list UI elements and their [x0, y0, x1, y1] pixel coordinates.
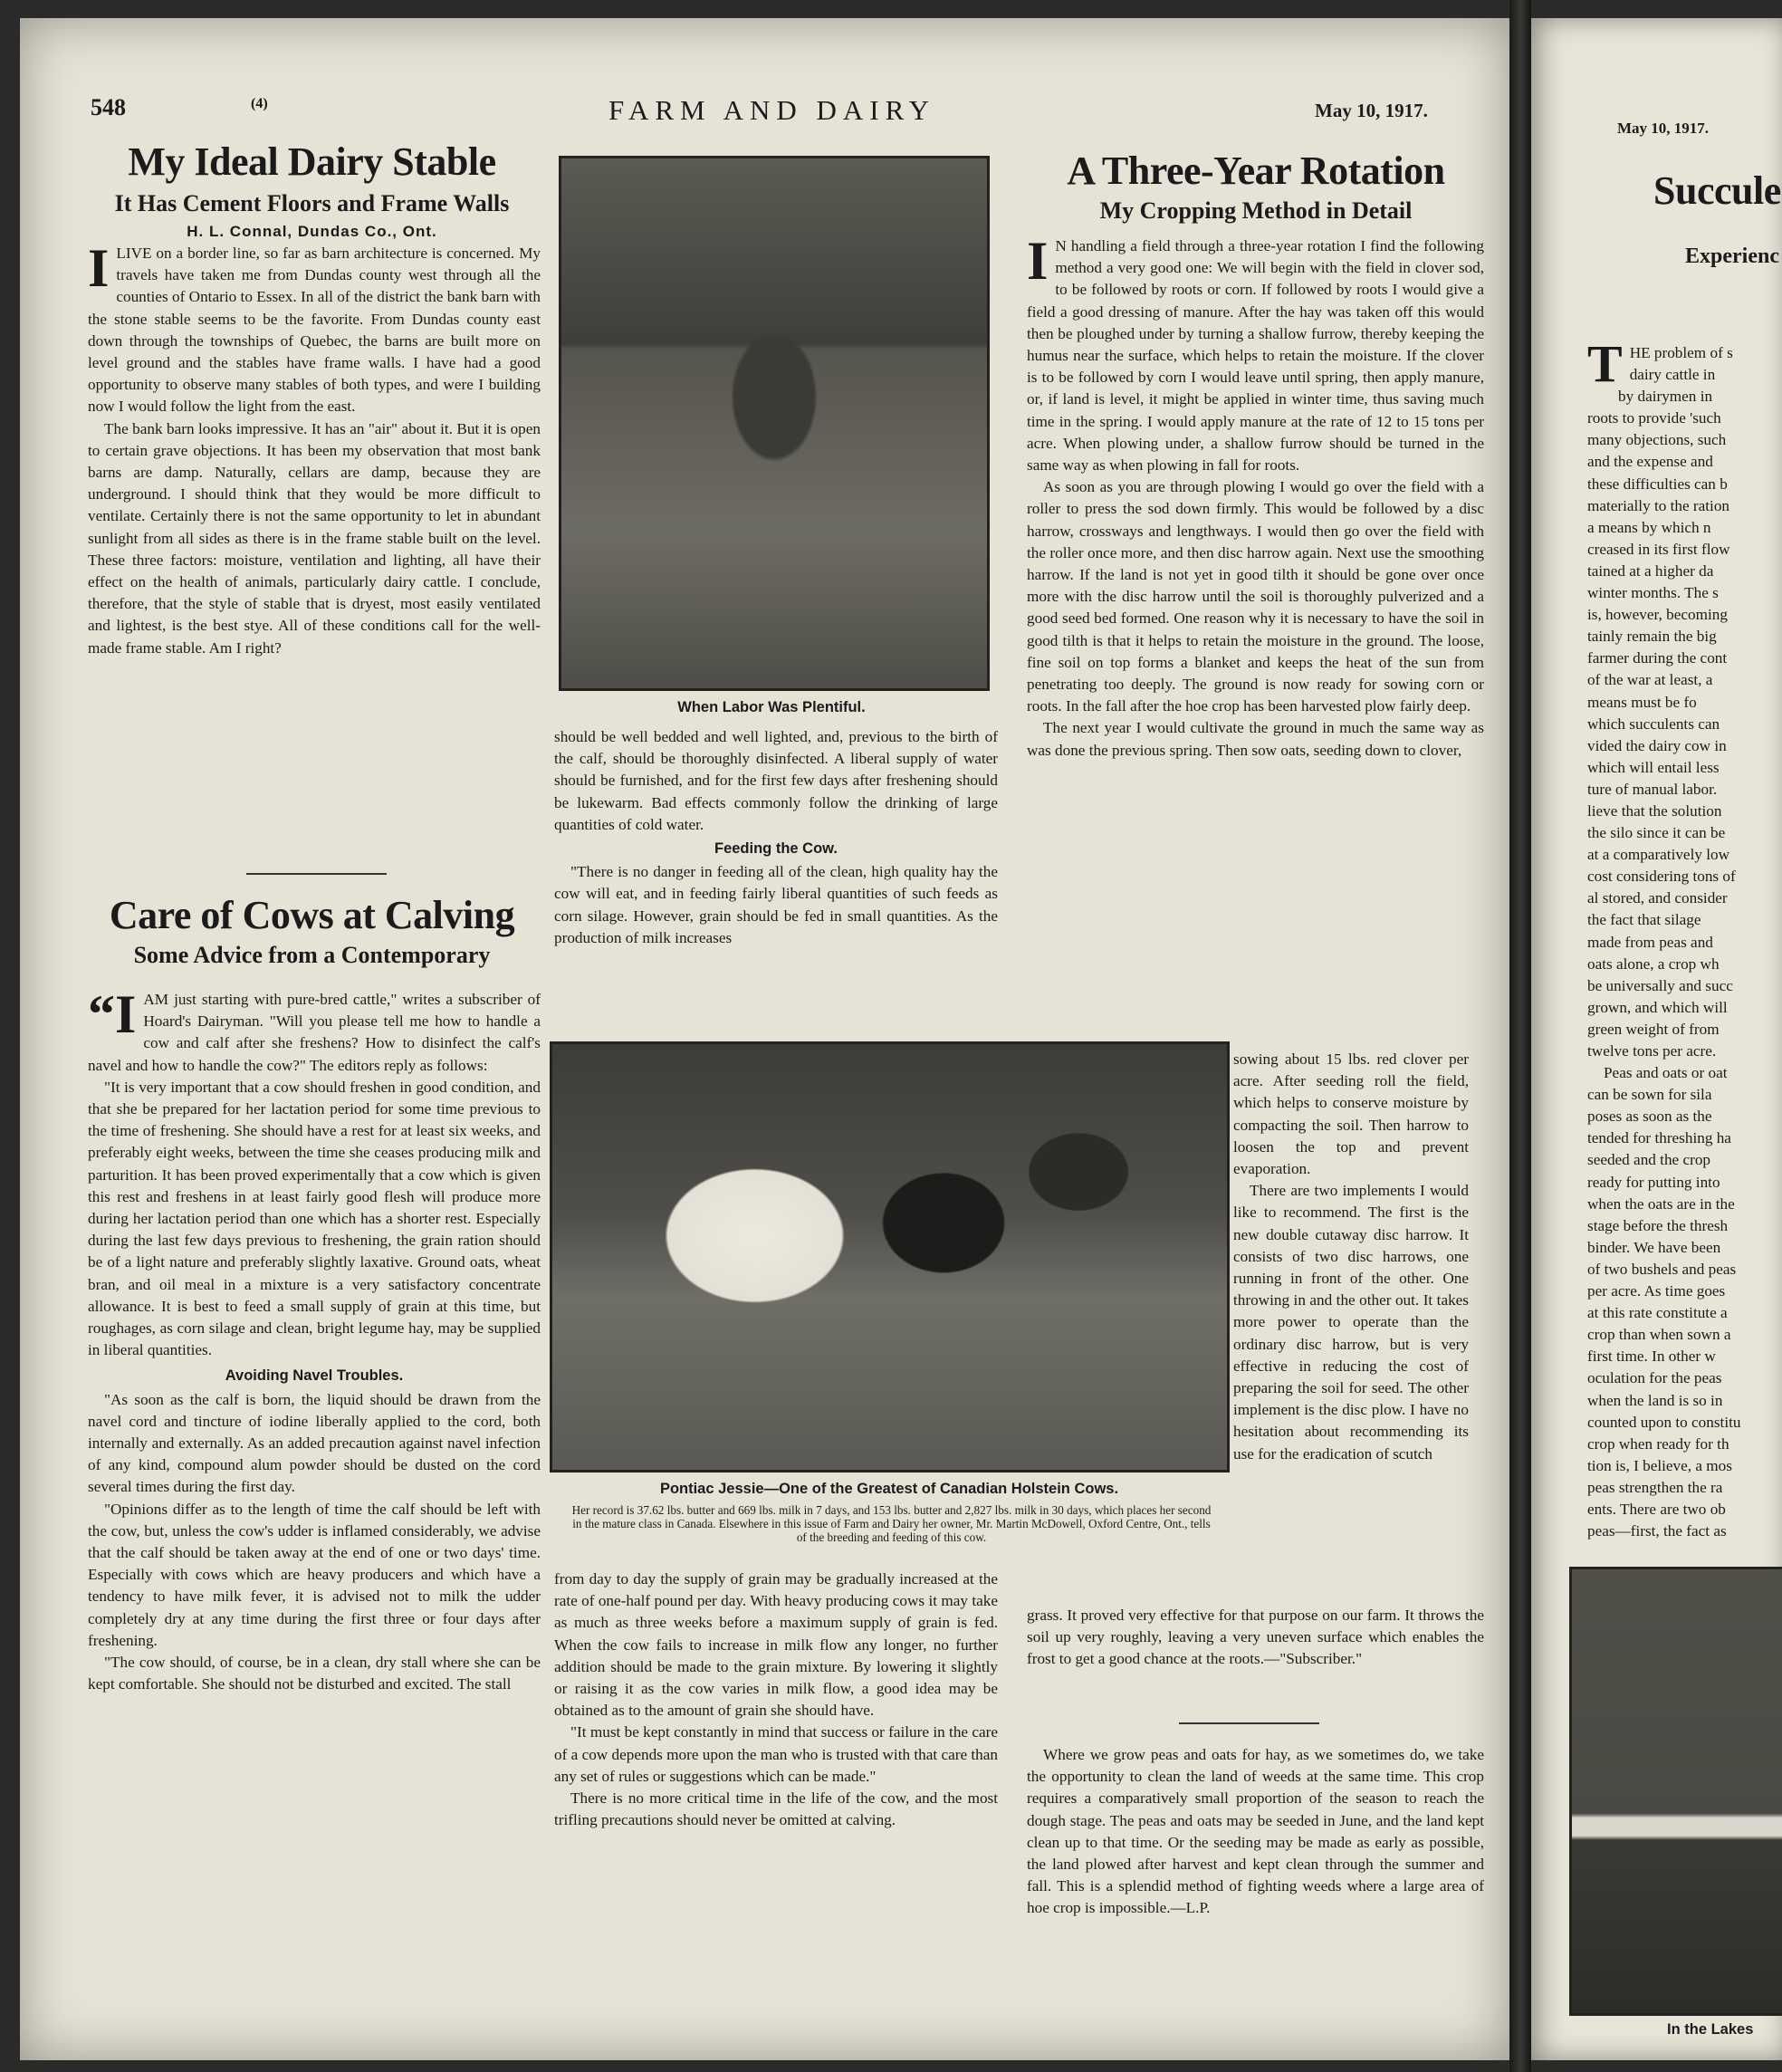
text-line: creased in its first flow [1587, 540, 1730, 558]
text-line: many objections, such [1587, 431, 1727, 449]
text-line: seeded and the crop [1587, 1151, 1711, 1169]
paragraph: "It is very important that a cow should freshen in good condition, and that she be prepared for her lactation period for some time previous to the time of freshening. She should have a rest for at least six weeks, and preferably eight weeks, between the time she ceases producing milk and parturition. It has been proved experimentally that a cow which is given this rest and freshens in at least fairly good flesh will produce more during her lactation period than one which has a shorter rest. Especially during the last few days previous to freshening, the grain ration should be of a light nature and preferably slightly laxative. Ground oats, wheat bran, and oil meal in a mixture is a very satisfactory concentrate allowance. It is best to feed a small supply of grain at this time, but roughages, as corn silage and clean, bright legume hay, may be supplied in liberal quantities. [88, 1078, 541, 1359]
photo-cow [550, 1041, 1230, 1472]
subhead: Avoiding Navel Troubles. [225, 1367, 404, 1385]
article-deck: Some Advice from a Contemporary [133, 942, 491, 968]
paragraph: There is no more critical time in the life of the cow, and the most trifling precautions should never be omitted at calving. [554, 1789, 998, 1829]
text-line: oculation for the peas [1587, 1369, 1722, 1387]
text-line: HE problem of s [1629, 344, 1733, 361]
text-line: twelve tons per acre. [1587, 1042, 1717, 1060]
paragraph: "As soon as the calf is born, the liquid should be drawn from the navel cord and tincture of iodine liberally applied to the cord, both internally and externally. As an added precaution against navel infection of any kind, compound alum powder should be dusted on the cord several times during the first day. [88, 1390, 541, 1496]
article-body [1027, 1744, 1484, 1920]
text-line: poses as soon as the [1587, 1108, 1712, 1126]
text-line: at a comparatively low [1587, 846, 1730, 864]
text-line: crop when ready for th [1587, 1434, 1729, 1453]
paragraph: sowing about 15 lbs. red clover per acre. After seeding roll the field, which helps to conserve moisture by compacting the soil. Then harrow to loosen the top and prevent evaporation. [1233, 1050, 1469, 1178]
drop-cap: I [88, 238, 110, 298]
text-line: when the oats are in the [1587, 1194, 1735, 1213]
section-divider [246, 873, 387, 875]
paragraph: "It must be kept constantly in mind that success or failure in the care of a cow depends more upon the man who is trusted with that care than any set of rules or suggestions which can be made." [554, 1723, 998, 1785]
drop-cap: I [1027, 231, 1049, 291]
text-line: by dairymen in [1618, 388, 1713, 406]
text-line: materially to the ration [1587, 496, 1730, 514]
newspaper-page-left [20, 18, 1509, 2060]
page-gutter [1509, 0, 1531, 2072]
text-line: first time. In other w [1587, 1348, 1716, 1366]
text-line: farmer during the cont [1587, 649, 1728, 667]
paragraph: N handling a field through a three-year rotation I find the following method a very good one: We will begin with the field in clover sod, to be followed by roots or corn. If followed by roots I would give a field a good dressing of manure. After the hay was taken off this would then be ploughed under by turning a shallow furrow, thereby keeping the humus near the surface, which helps to retain the moisture. If the clover is to be followed by corn I would leave until spring, then apply manure, or, if land is level, it might be applied in winter time, thus saving much time in the spring. I would apply manure at the rate of 12 to 15 tons per acre. When plowing under, a shallow furrow should be turned in the same way as when plowing in fall for roots. [1027, 237, 1484, 475]
text-line: grown, and which will [1587, 998, 1728, 1016]
photo-caption: When Labor Was Plentiful. [677, 699, 866, 715]
text-line: counted upon to constitu [1587, 1413, 1741, 1431]
text-line: which will entail less [1587, 758, 1720, 776]
article-body-continued [554, 726, 998, 949]
newspaper-page-right [1531, 18, 1782, 2060]
article-title: Succule [1653, 168, 1781, 213]
article-body [88, 238, 541, 659]
photo-farmer [559, 156, 990, 691]
issue-date: May 10, 1917. [1617, 120, 1710, 137]
text-line: winter months. The s [1587, 584, 1719, 602]
text-line: stage before the thresh [1587, 1216, 1729, 1234]
paragraph: from day to day the supply of grain may be gradually increased at the rate of one-half pound per day. With heavy producing cows it may take as much as three weeks before a maximum supply of grain is fed. When the cow fails to increase in milk flow any longer, no further addition should be made to the grain mixture. By lowering it slightly or raising it as the cow varies in milk flow, a good idea may be obtained as to the amount of grain she should have. [554, 1570, 998, 1720]
text-line: and the expense and [1587, 453, 1713, 471]
text-line: cost considering tons of [1587, 868, 1736, 886]
article-body [1027, 231, 1484, 762]
text-line: a means by which n [1587, 518, 1711, 536]
paragraph: Where we grow peas and oats for hay, as we sometimes do, we take the opportunity to clean the land of weeds at the same time. This crop requires a comparatively small proportion of the season to reach the dough stage. The peas and oats may be seeded in June, and the land kept clean up to that time. Or the seeding may be made as early as possible, the land plowed after harvest and kept clean through the summer and fall. This is a splendid method of fighting weeds where a large area of hoe crop is impossible.—L.P. [1027, 1746, 1484, 1917]
article-body [88, 984, 541, 1696]
subhead: Feeding the Cow. [714, 840, 838, 858]
text-line: tainly remain the big [1587, 628, 1717, 646]
text-line: ready for putting into [1587, 1173, 1720, 1191]
text-line: oats alone, a crop wh [1587, 954, 1720, 973]
text-line: ture of manual labor. [1587, 780, 1718, 798]
text-line: al stored, and consider [1587, 889, 1728, 907]
article-deck: Experienc [1685, 245, 1779, 268]
article-body-continued [554, 1568, 998, 1831]
photo-lakes [1569, 1567, 1782, 2016]
text-line: tion is, I believe, a mos [1587, 1456, 1732, 1474]
paragraph: "Opinions differ as to the length of time the calf should be left with the cow, but, unless the cow's udder is inflamed considerably, we advise that the calf should be taken away at the end of one or two days' time. Especially with cows which are heavy producers and which have a tendency to have milk fever, it is advised not to milk the udder completely dry at any time during the first three or four days after freshening. [88, 1500, 541, 1649]
photo-caption: Pontiac Jessie—One of the Greatest of Canadian Holstein Cows. [659, 1481, 1119, 1497]
paragraph: AM just starting with pure-bred cattle," writes a subscriber of Hoard's Dairyman. "Will you please tell me how to handle a cow and calf after she freshens? How to disinfect the calf's navel and how to handle the cow?" The editors reply as follows: [88, 991, 541, 1074]
issue-date: May 10, 1917. [1315, 100, 1428, 121]
article-body-continued [1027, 1605, 1484, 1671]
text-line: can be sown for sila [1587, 1086, 1712, 1104]
page-mark: (4) [251, 96, 268, 111]
photo-caption-note: Her record is 37.62 lbs. butter and 669 lbs. milk in 7 days, and 153 lbs. butter and 2,827 lbs. milk in 30 days, which places her second in the mature class in Canada. Elsewhere in this issue of Farm and Dairy her owner, Mr. Martin McDowell, Oxford Centre, Ont., tells of the breeding and feeding of this cow. [571, 1503, 1212, 1544]
article-title: Care of Cows at Calving [109, 893, 515, 937]
paragraph: should be well bedded and well lighted, and, previous to the birth of the calf, should be thoroughly disinfected. A liberal supply of water should be furnished, and for the first few days after freshening should be lukewarm. Bad effects commonly follow the drinking of large quantities of cold water. [554, 728, 998, 833]
text-line: roots to provide 'such [1587, 409, 1721, 427]
section-divider [1179, 1722, 1319, 1724]
text-line: per acre. As time goes [1587, 1282, 1726, 1300]
text-line: of two bushels and peas [1587, 1260, 1737, 1278]
paragraph: There are two implements I would like to recommend. The first is the new double cutaway disc harrow. It consists of two disc harrows, one running in front of the other. One throwing in and the other out. It takes more power to operate than the ordinary disc harrow, but is very effective in reducing the cost of preparing the soil for seed. The other implement is the disc plow. I have no hesitation about recommending its use for the eradication of scutch [1233, 1182, 1469, 1463]
article-deck: It Has Cement Floors and Frame Walls [114, 190, 510, 216]
text-line: Peas and oats or oat [1604, 1064, 1728, 1082]
text-line: peas—first, the fact as [1587, 1522, 1727, 1540]
text-line: means must be fo [1587, 693, 1697, 711]
text-line: when the land is so in [1587, 1391, 1723, 1409]
text-line: binder. We have been [1587, 1238, 1721, 1256]
article-body-cut: T HE problem of s dairy cattle in by dairymen in roots to provide 'such many objections, such and the expense and these difficulties can b materially to the ration a means by which n creased in its first flow tained at a higher da winter months. The s is, however, becoming tainly remain the big farmer during the cont of the war at least, a means must be fo which succulents can vided the dairy cow in which will entail less ture of manual labor. lieve that the solution the silo since it can be at a comparatively low cost considering tons of al stored, and consider the fact that silage made from peas and oats alone, a crop wh be universally and succ grown, and which will green weight of from twelve tons per acre. Peas and oats or oat can be sown for sila poses as soon as the tended for threshing ha seeded and the crop ready for putting into when the oats are in the stage before the thresh binder. We have been of two bushels and peas per acre. As time goes at this rate constitute a crop than when sown a first time. In other w oculation for the peas when the land is so in counted upon to constitu crop when ready for th tion is, I believe, a mos peas strengthen the ra ents. There are two ob peas—first, the fact as [1587, 342, 1782, 1542]
article-title: A Three-Year Rotation [1067, 149, 1445, 193]
text-line: the fact that silage [1587, 911, 1701, 929]
text-line: crop than when sown a [1587, 1326, 1731, 1344]
drop-cap: “I [88, 984, 137, 1044]
text-line: lieve that the solution [1587, 801, 1722, 820]
article-title: My Ideal Dairy Stable [128, 139, 496, 184]
text-line: green weight of from [1587, 1020, 1720, 1038]
text-line: which succulents can [1587, 715, 1720, 733]
paragraph: The next year I would cultivate the ground in much the same way as was done the previous spring. Then sow oats, seeding down to clover, [1027, 719, 1484, 759]
masthead: FARM AND DAIRY [608, 94, 935, 126]
text-line: tended for threshing ha [1587, 1129, 1731, 1147]
text-line: dairy cattle in [1629, 366, 1716, 384]
article-deck: My Cropping Method in Detail [1099, 197, 1413, 224]
paragraph: LIVE on a border line, so far as barn architecture is concerned. My travels have taken me from Dundas county west through all the counties of Ontario to Essex. In all of the district the bank barn with the stone stable seems to be the favorite. From Dundas county east down through the townships of Quebec, the barns are built more on level ground and the stables have frame walls. I have had a good opportunity to observe many stables of both types, and were I building now I would follow the light from the east. [88, 245, 541, 416]
paragraph: grass. It proved very effective for that purpose on our farm. It throws the soil up very roughly, leaving a very uneven surface which enables the frost to get a good chance at the roots.—"Subscriber." [1027, 1607, 1484, 1668]
text-line: these difficulties can b [1587, 475, 1728, 493]
page-number: 548 [91, 94, 126, 120]
text-line: of the war at least, a [1587, 671, 1713, 689]
article-byline: H. L. Connal, Dundas Co., Ont. [187, 223, 437, 240]
text-line: made from peas and [1587, 933, 1713, 951]
photo-caption: In the Lakes [1667, 2021, 1754, 2038]
text-line: vided the dairy cow in [1587, 736, 1727, 754]
paragraph: The bank barn looks impressive. It has an "air" about it. But it is open to certain grave objections. It has been my observation that most bank barns are damp. Naturally, cellars are damp, because they are underground. I should think that they would be more difficult to ventilate. Certainly there is not the same opportunity to let in abundant sunlight from all sides as there is in the frame stable built on the level. These three factors: moisture, ventilation and lighting, all have their effect on the health of animals, particularly dairy cattle. I conclude, therefore, that the style of stable that is dryest, most easily ventilated and lightest, is the best stye. All of these conditions call for the well-made frame stable. Am I right? [88, 419, 541, 657]
paragraph: "The cow should, of course, be in a clean, dry stall where she can be kept comfortable. She should not be disturbed and excited. The stall [88, 1654, 541, 1693]
paragraph: As soon as you are through plowing I would go over the field with a roller to press the sod down firmly. This would be followed by a disc harrow, crossways and lengthways. I would then go over the field with the roller once more, and then disc harrow again. Next use the smoothing harrow. If the land is not yet in good tilth it should be gone over once more with the disc harrow until the soil is thoroughly pulverized and a good seed bed formed. One reason why it is necessary to have the soil in good tilth is that it helps to retain the moisture in the ground. The loose, fine soil on top forms a blanket and keeps the heat of the sun from penetrating too deeply. The ground is now ready for sowing corn or roots. In the fall after the hoe crop has been harvested plow fairly deep. [1027, 478, 1484, 715]
text-line: be universally and succ [1587, 976, 1733, 994]
text-line: at this rate constitute a [1587, 1304, 1728, 1322]
text-line: is, however, becoming [1587, 606, 1728, 624]
text-line: peas strengthen the ra [1587, 1478, 1723, 1496]
text-line: the silo since it can be [1587, 824, 1726, 842]
text-line: tained at a higher da [1587, 561, 1714, 580]
article-body-narrow [1233, 1049, 1469, 1465]
text-line: ents. There are two ob [1587, 1500, 1726, 1518]
paragraph: "There is no danger in feeding all of the clean, high quality hay the cow will eat, and in feeding fairly liberal quantities of such feeds as corn silage. However, grain should be fed in small quantities. As the production of milk increases [554, 863, 998, 946]
